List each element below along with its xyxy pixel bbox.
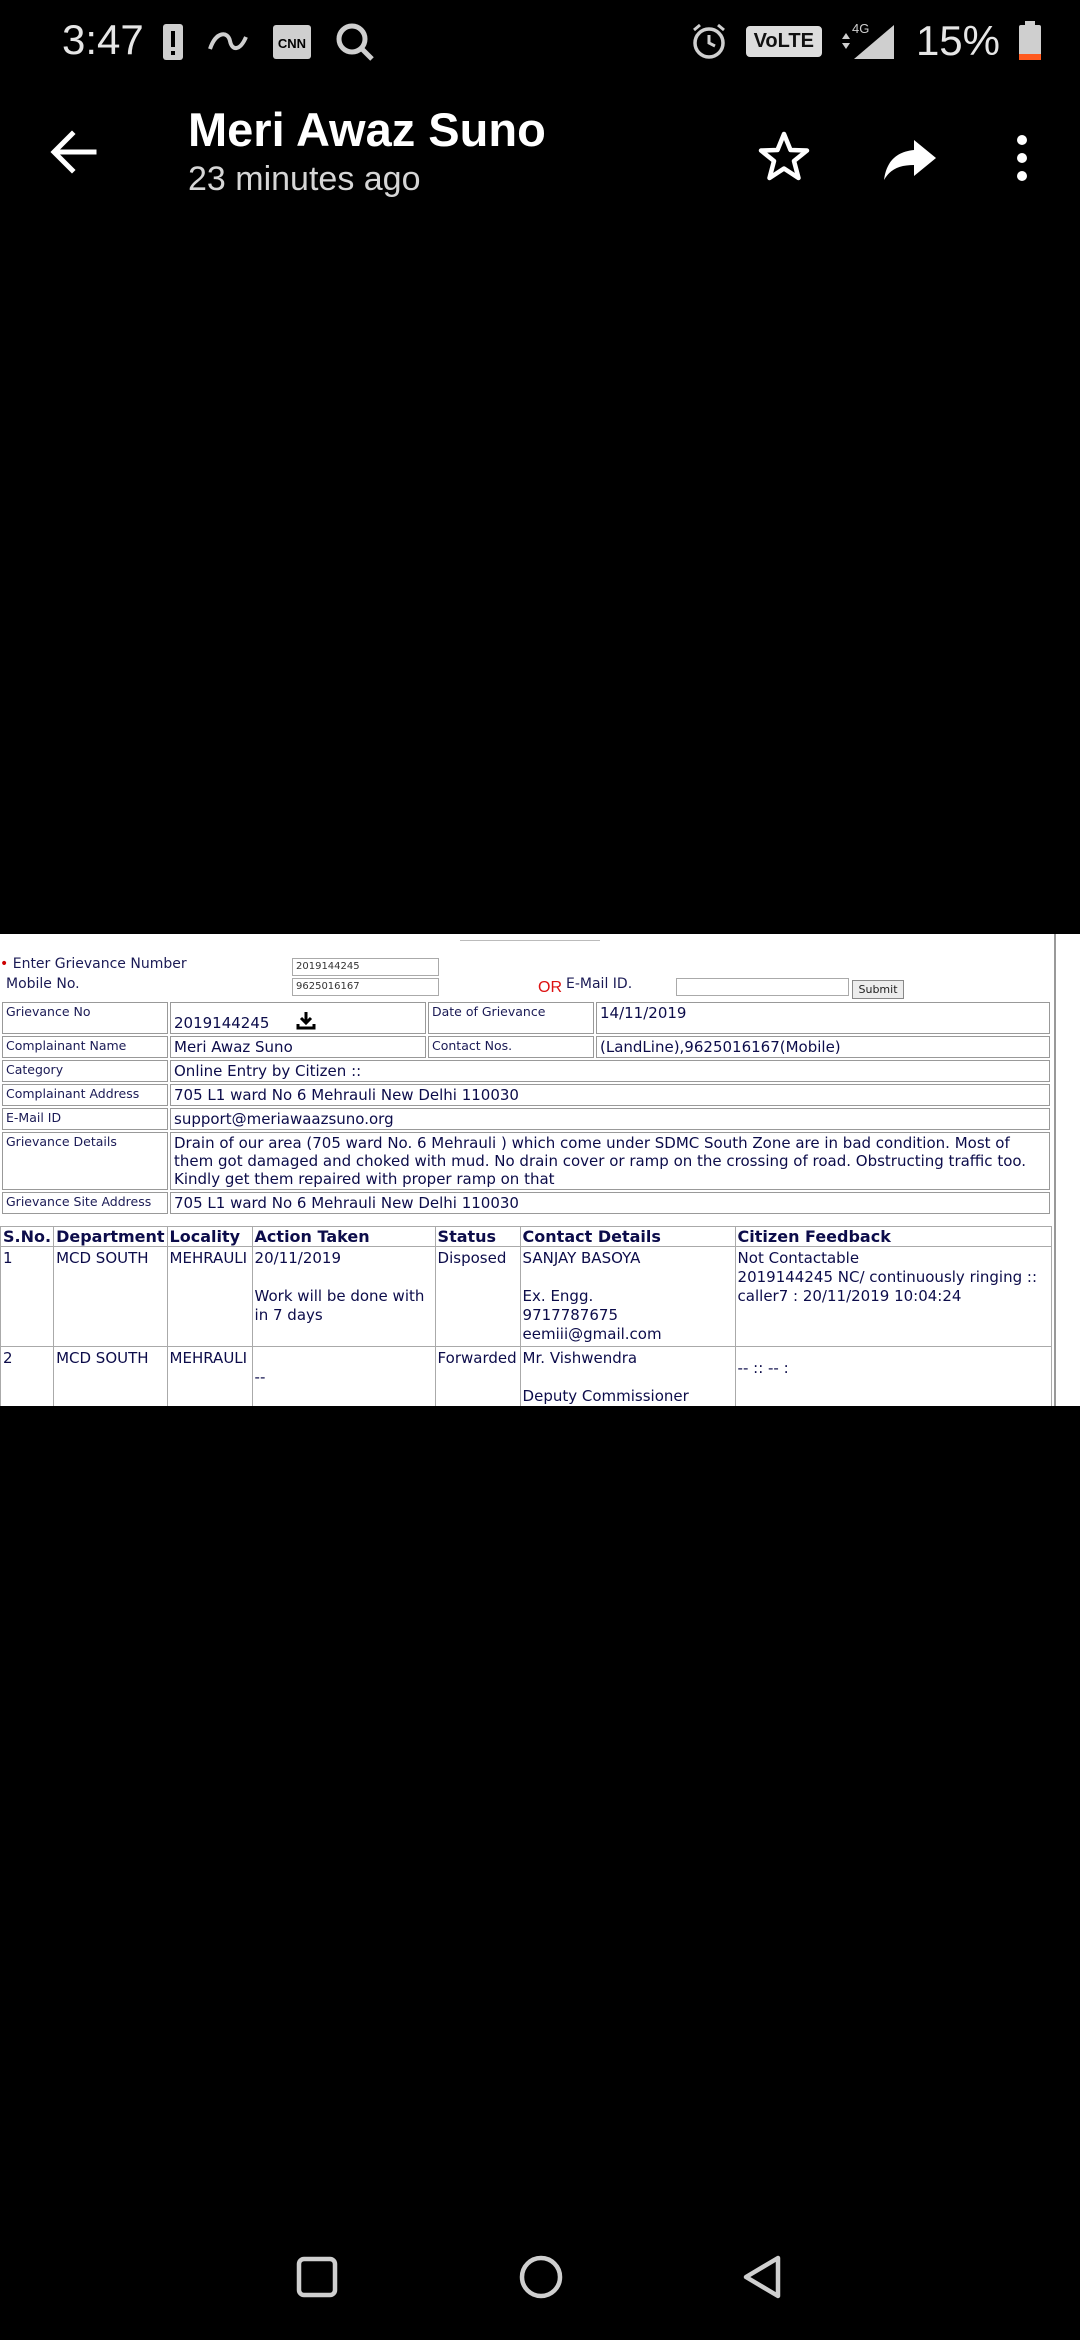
svg-text:CNN: CNN <box>277 36 307 51</box>
grievance-document-image <box>0 934 1080 1406</box>
col-citizen-feedback: Citizen Feedback <box>735 1227 1051 1247</box>
alarm-icon <box>690 22 728 60</box>
table-row <box>2 1002 1050 1034</box>
row1-contact-email: eemiii@gmail.com <box>522 1325 662 1343</box>
col-department: Department <box>54 1227 167 1247</box>
action-table-header <box>1 1227 1052 1247</box>
document-border <box>1054 934 1056 1406</box>
category-label: Category <box>2 1060 168 1082</box>
row2-dept: MCD SOUTH <box>54 1347 167 1407</box>
grievance-number-input[interactable]: 2019144245 <box>292 958 439 976</box>
row1-sno: 1 <box>1 1247 54 1347</box>
grievance-no-cell <box>170 1002 426 1034</box>
row2-locality: MEHRAULI <box>167 1347 252 1407</box>
notification-icons <box>162 20 376 64</box>
status-time: 3:47 <box>62 16 144 63</box>
network-type: 4G <box>851 21 870 36</box>
grievance-details-label: Grievance Details <box>2 1132 168 1190</box>
signal-icon <box>840 21 898 61</box>
mobile-label: Mobile No. <box>6 976 80 992</box>
email-id-label: E-Mail ID <box>2 1108 168 1130</box>
date-value: 14/11/2019 <box>596 1002 1050 1034</box>
action-table <box>0 1226 1052 1406</box>
table-row <box>2 1084 1050 1106</box>
grievance-no-value: 2019144245 <box>174 1014 270 1032</box>
search-icon <box>334 21 376 63</box>
row2-contact-role: Deputy Commissioner <box>522 1387 689 1405</box>
row1-action <box>252 1247 435 1347</box>
row2-status: Forwarded <box>435 1347 520 1407</box>
table-row <box>1 1247 1052 1347</box>
col-contact-details: Contact Details <box>520 1227 735 1247</box>
recents-icon[interactable] <box>296 2256 338 2298</box>
email-id-value: support@meriawaazsuno.org <box>170 1108 1050 1130</box>
volte-badge: VoLTE <box>746 26 822 57</box>
email-label: E-Mail ID. <box>566 976 633 992</box>
row1-contact-role: Ex. Engg. <box>522 1287 594 1305</box>
site-address-label: Grievance Site Address <box>2 1192 168 1214</box>
amazon-icon <box>206 27 250 57</box>
table-row <box>2 1108 1050 1130</box>
email-input[interactable] <box>676 978 849 996</box>
table-row <box>2 1192 1050 1214</box>
row1-feedback-title: Not Contactable <box>737 1249 860 1267</box>
battery-percent: 15% <box>915 17 1000 64</box>
status-bar <box>0 0 1080 82</box>
col-sno: S.No. <box>1 1227 54 1247</box>
mobile-input[interactable]: 9625016167 <box>292 978 439 996</box>
address-value: 705 L1 ward No 6 Mehrauli New Delhi 110030 <box>170 1084 1050 1106</box>
col-action-taken: Action Taken <box>252 1227 435 1247</box>
document-top-edge <box>460 934 600 941</box>
site-address-value: 705 L1 ward No 6 Mehrauli New Delhi 110030 <box>170 1192 1050 1214</box>
more-vert-icon[interactable] <box>1000 128 1060 188</box>
grievance-no-label: Grievance No <box>2 1002 168 1034</box>
contact-value: (LandLine),9625016167(Mobile) <box>596 1036 1050 1058</box>
app-bar <box>0 92 1080 222</box>
table-row <box>2 1036 1050 1058</box>
or-text: OR <box>538 979 562 996</box>
star-icon[interactable] <box>754 128 814 188</box>
share-icon[interactable] <box>880 128 940 188</box>
col-status: Status <box>435 1227 520 1247</box>
page-title: Meri Awaz Suno <box>188 103 546 156</box>
navigation-bar <box>0 2230 1080 2320</box>
table-row <box>2 1132 1050 1190</box>
row1-action-date: 20/11/2019 <box>254 1249 342 1267</box>
row2-contact-name: Mr. Vishwendra <box>522 1349 638 1367</box>
grievance-number-label: • Enter Grievance Number <box>0 956 187 972</box>
row1-locality: MEHRAULI <box>167 1247 252 1347</box>
nav-back-icon[interactable] <box>740 2254 784 2300</box>
contact-label: Contact Nos. <box>428 1036 594 1058</box>
battery-icon <box>1018 21 1042 61</box>
row1-feedback-text: 2019144245 NC/ continuously ringing :: caller7 : 20/11/2019 10:04:24 <box>737 1268 1038 1305</box>
address-label: Complainant Address <box>2 1084 168 1106</box>
complainant-name-value: Meri Awaz Suno <box>170 1036 426 1058</box>
home-icon[interactable] <box>518 2254 564 2300</box>
table-row <box>2 1060 1050 1082</box>
download-icon[interactable] <box>296 1010 316 1030</box>
system-icons <box>690 16 1042 66</box>
grievance-details-value: Drain of our area (705 ward No. 6 Mehrauli ) which come under SDMC South Zone are in bad condition. Most of them got damaged and choked with mud. No drain cover or ramp on the crossing of road. Obstructing traffic too. Kindly get them repaired with proper ramp on that <box>170 1132 1050 1190</box>
col-locality: Locality <box>167 1227 252 1247</box>
row2-action <box>252 1347 435 1407</box>
cnn-icon <box>272 24 312 60</box>
row2-action-text: -- <box>254 1368 266 1386</box>
row1-action-text: Work will be done with in 7 days <box>254 1287 425 1324</box>
row1-dept: MCD SOUTH <box>54 1247 167 1347</box>
back-arrow-icon[interactable] <box>44 122 104 182</box>
row1-contact <box>520 1247 735 1347</box>
page-subtitle: 23 minutes ago <box>188 160 421 198</box>
table-row <box>1 1347 1052 1407</box>
row1-contact-phone: 9717787675 <box>522 1306 618 1324</box>
date-label: Date of Grievance <box>428 1002 594 1034</box>
row2-feedback-text: -- :: -- : <box>737 1359 789 1377</box>
row2-contact <box>520 1347 735 1407</box>
row1-contact-name: SANJAY BASOYA <box>522 1249 641 1267</box>
category-value: Online Entry by Citizen :: <box>170 1060 1050 1082</box>
row1-feedback <box>735 1247 1051 1347</box>
alert-icon <box>162 23 184 61</box>
complainant-name-label: Complainant Name <box>2 1036 168 1058</box>
grievance-info-table <box>0 1000 1052 1216</box>
submit-button[interactable]: Submit <box>852 980 904 999</box>
row2-sno: 2 <box>1 1347 54 1407</box>
row1-status: Disposed <box>435 1247 520 1347</box>
row2-feedback <box>735 1347 1051 1407</box>
